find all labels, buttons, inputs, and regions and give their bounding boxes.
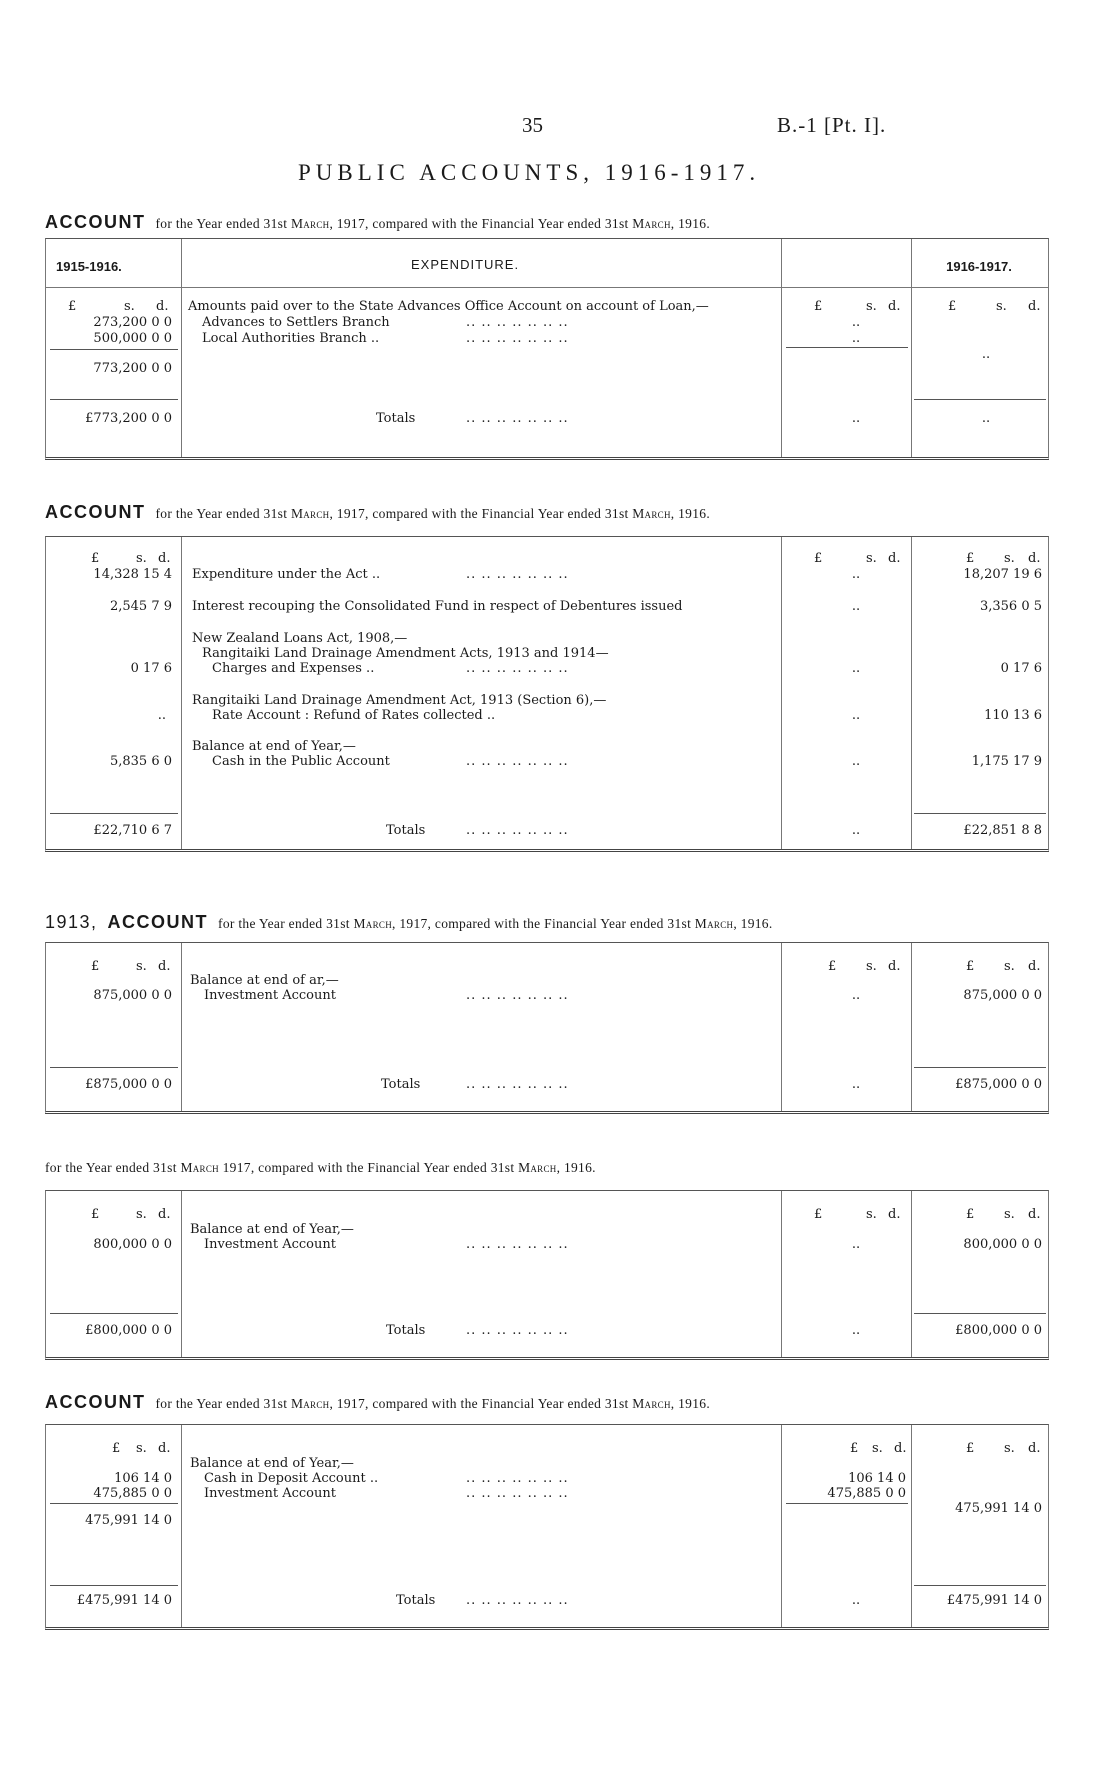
section-5-table: £ s. d. £ s. d. £ s. d. Balance at end of Year,— Cash in Deposit Account .. .. .. .. .. .. .. .. Investment Account .. .. .. .. .. .. .. 106 14 0 475,885 0 0 475,991 14 0 106 14 0 475,885 0 0 475,991 14 0 Totals .. .. .. .. .. .. .. £475,991 14 0 .. £475,991 14 0 (45, 1424, 1049, 1630)
row-interest-label: Interest recouping the Consolidated Fund in respect of Debentures issued (192, 599, 683, 614)
totals-label: Totals (396, 1593, 436, 1608)
row-charges-label: Charges and Expenses .. (212, 661, 375, 676)
page-title: PUBLIC ACCOUNTS, 1916-1917. (298, 160, 761, 185)
totals-label: Totals (386, 1323, 426, 1338)
header-expenditure: EXPENDITURE. (411, 257, 520, 272)
curr-total: £475,991 14 0 (946, 1593, 1042, 1608)
section-3-heading: 1913, ACCOUNT for the Year ended 31st March, 1917, compared with the Financial Year ended 31st March, 1916. (45, 912, 773, 932)
row-investment-label: Investment Account (204, 1237, 336, 1252)
row-investment-label: Investment Account (204, 1486, 336, 1501)
prev-subtotal: 475,991 14 0 (85, 1513, 172, 1528)
curr-total: £875,000 0 0 (955, 1077, 1042, 1092)
row-intro: Amounts paid over to the State Advances Office Account on account of Loan,— (188, 299, 709, 314)
section-4-table: £ s. d. £ s. d. £ s. d. Balance at end of Year,— Investment Account .. .. .. .. .. .. .. 800,000 0 0 .. 800,000 0 0 Totals .. .. .. .. .. .. .. £800,000 0 0 .. £800,000 0 0 (45, 1190, 1049, 1360)
totals-label: Totals (386, 823, 426, 838)
row-cash-deposit-label: Cash in Deposit Account .. (204, 1471, 379, 1486)
curr-total: £800,000 0 0 (955, 1323, 1042, 1338)
prev-total: £475,991 14 0 (76, 1593, 172, 1608)
prev-total: £22,710 6 7 (93, 823, 172, 838)
prev-local: 500,000 0 0 (93, 331, 172, 346)
section-1-account-word: ACCOUNT (45, 212, 146, 232)
row-rate-account-label: Rate Account : Refund of Rates collected .. (212, 708, 496, 723)
document-reference: B.-1 [Pt. I]. (777, 113, 887, 137)
header-1916-1917: 1916-1917. (946, 259, 1012, 274)
prev-total: £800,000 0 0 (85, 1323, 172, 1338)
section-4-heading: for the Year ended 31st March 1917, compared with the Financial Year ended 31st March, 1916. (45, 1160, 596, 1175)
prev-total: £773,200 0 0 (85, 411, 172, 426)
curr-subtotal: 475,991 14 0 (955, 1501, 1042, 1516)
section-2-heading: ACCOUNT for the Year ended 31st March, 1917, compared with the Financial Year ended 31st March, 1916. (45, 502, 710, 522)
row-local-label: Local Authorities Branch .. (202, 331, 380, 346)
prev-subtotal: 773,200 0 0 (93, 361, 172, 376)
row-cash-public-label: Cash in the Public Account (212, 754, 390, 769)
row-expenditure-label: Expenditure under the Act .. (192, 567, 381, 582)
header-1915-1916: 1915-1916. (56, 259, 122, 274)
curr-total: £22,851 8 8 (963, 823, 1042, 838)
section-1-table: 1915-1916. EXPENDITURE. 1916-1917. £ s. d. £ s. d. £ s. d. Amounts paid over to the State Advances Office Account on account of Loan,— Advances to Settlers Branch .. .. .. .. .. .. .. Local Authorities Branch .. .. .. .. .. .. .. .. 273,200 0 0 500,000 0 0 773,200 0 0 .. .. .. Totals .. .. .. .. .. .. .. £773,200 0 0 .. .. (45, 238, 1049, 460)
totals-label: Totals (376, 411, 416, 426)
section-1-heading: ACCOUNT for the Year ended 31st March, 1917, compared with the Financial Year ended 31st March, 1916. (45, 212, 710, 232)
prev-settlers: 273,200 0 0 (93, 315, 172, 330)
page-number: 35 (522, 113, 543, 137)
section-3-table: £ s. d. £ s. d. £ s. d. Balance at end of ar,— Investment Account .. .. .. .. .. .. .. 875,000 0 0 .. 875,000 0 0 Totals .. .. .. .. .. .. .. £875,000 0 0 .. £875,000 0 0 (45, 942, 1049, 1114)
totals-label: Totals (381, 1077, 421, 1092)
row-investment-label: Investment Account (204, 988, 336, 1003)
section-2-table: £ s. d. £ s. d. £ s. d. Expenditure under the Act .. .. .. .. .. .. .. .. 14,328 15 4 .. 18,207 19 6 Interest recouping the Consolidated Fund in respect of Debentures issued 2,545 7 9 .. 3,356 0 5 New Zealand Loans Act, 1908,— Rangitaiki Land Drainage Amendment Acts, 1913 and 1914— Charges and Expenses .. .. .. .. .. .. .. .. 0 17 6 .. 0 17 6 Rangitaiki Land Drainage Amendment Act, 1913 (Section 6),— Rate Account : Refund of Rates collected .. .. .. 110 13 6 Balance at end of Year,— Cash in the Public Account .. .. .. .. .. .. .. 5,835 6 0 .. 1,175 17 9 Totals .. .. .. .. .. .. .. £22,710 6 7 .. £22,851 8 8 (45, 536, 1049, 852)
row-settlers-label: Advances to Settlers Branch (202, 315, 390, 330)
section-5-heading: ACCOUNT for the Year ended 31st March, 1917, compared with the Financial Year ended 31st March, 1916. (45, 1392, 710, 1412)
prev-total: £875,000 0 0 (85, 1077, 172, 1092)
